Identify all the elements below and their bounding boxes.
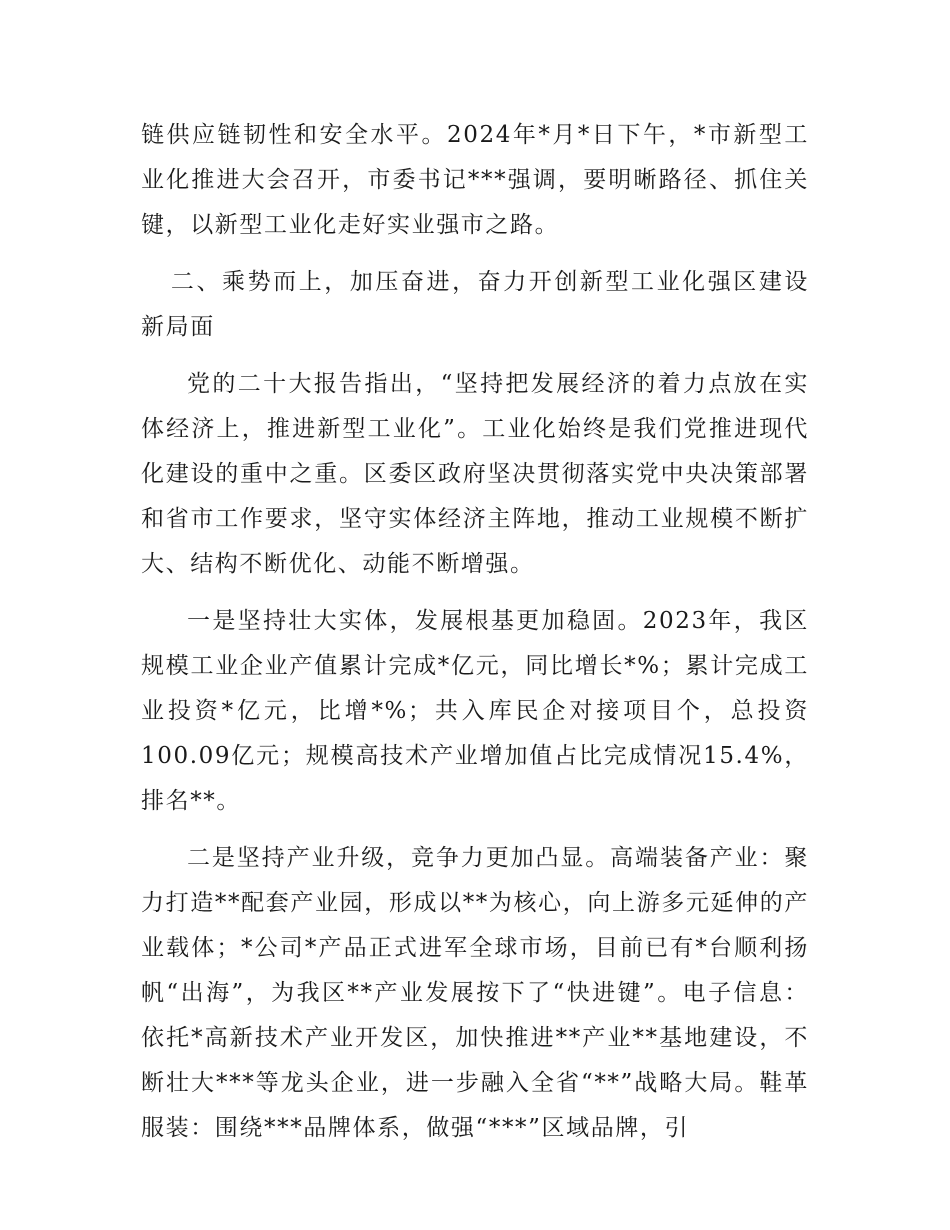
paragraph-continuation: 链供应链韧性和安全水平。2024年*月*日下午，*市新型工业化推进大会召开，市委书记***强调，要明晰路径、抓住关键，以新型工业化走好实业强市之路。	[141, 122, 809, 238]
paragraph: 二是坚持产业升级，竞争力更加凸显。高端装备产业：聚力打造**配套产业园，形成以**为核心，向上游多元延伸的产业载体；*公司*产品正式进军全球市场，目前已有*台顺利扬帆“出海”，为我区**产业发展按下了“快进键”。电子信息：依托*高新技术产业开发区，加快推进**产业**基地建设，不断壮大***等龙头企业，进一步融入全省“**”战略大局。鞋革服装：围绕***品牌体系，做强“***”区域品牌，引	[141, 845, 809, 1141]
paragraph: 党的二十大报告指出，“坚持把发展经济的着力点放在实体经济上，推进新型工业化”。工业化始终是我们党推进现代化建设的重中之重。区委区政府坚决贯彻落实党中央决策部署和省市工作要求，坚守实体经济主阵地，推动工业规模不断扩大、结构不断优化、动能不断增强。	[141, 371, 809, 577]
paragraph: 一是坚持壮大实体，发展根基更加稳固。2023年，我区规模工业企业产值累计完成*亿元，同比增长*%；累计完成工业投资*亿元，比增*%；共入库民企对接项目个，总投资100.09亿元；规模高技术产业增加值占比完成情况15.4%，排名**。	[141, 608, 809, 814]
section-heading: 二、乘势而上，加压奋进，奋力开创新型工业化强区建设新局面	[141, 269, 809, 340]
document-body	[141, 113, 809, 1163]
